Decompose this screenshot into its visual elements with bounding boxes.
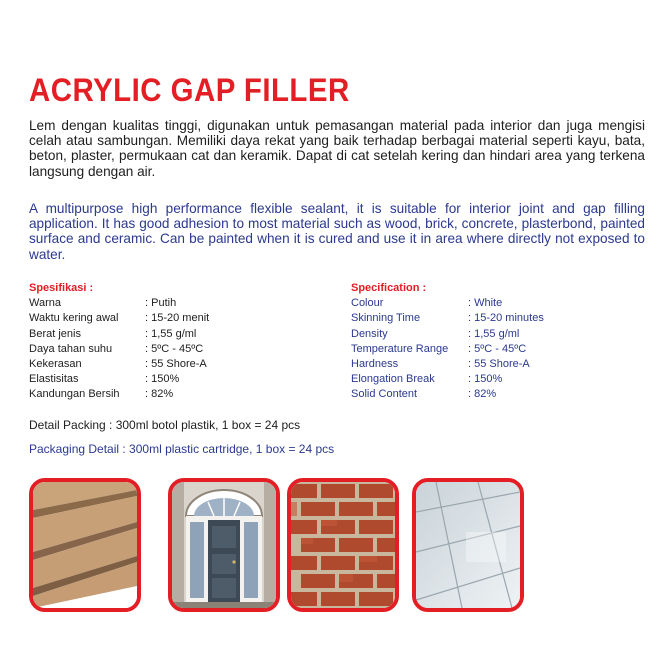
brick-wall-image [287,478,399,612]
spec-key: Temperature Range [351,342,449,355]
spec-table-indonesian [29,281,209,403]
description-english: A multipurpose high performance flexible sealant, it is suitable for interior joint and gap filling application. It has good adhesion to most material such as wood, brick, concrete, plasterbond, painted surface and ceramic. Can be painted when it is cured and use it in area where directly not exposed to water. [29,201,645,262]
spec-row [29,372,209,387]
spec-value: : 82% [468,388,497,401]
spec-key: Kekerasan [29,358,82,371]
spec-value: : 82% [145,388,174,401]
spec-value: : 55 Shore-A [145,358,207,371]
spec-key: Berat jenis [29,327,81,340]
spec-key: Daya tahan suhu [29,342,113,355]
product-title: ACRYLIC GAP FILLER [29,72,350,108]
spec-heading: Specification : [351,282,427,294]
spec-value: : 15-20 minutes [468,312,544,325]
spec-row [29,357,209,372]
ceramic-tile-image [412,478,524,612]
spec-key: Hardness [351,358,399,371]
spec-value: : 150% [145,373,180,386]
door-image [168,478,280,612]
spec-value: : Putih [145,297,177,310]
spec-row [29,311,209,326]
spec-value: : 1,55 g/ml [145,327,197,340]
spec-table-english [351,281,544,403]
spec-row [351,342,544,357]
spec-key: Kandungan Bersih [29,388,120,401]
spec-key: Warna [29,297,61,310]
wood-board-image [29,478,141,612]
packing-detail-indonesian: Detail Packing : 300ml botol plastik, 1 box = 24 pcs [29,418,301,432]
spec-row [29,327,209,342]
spec-key: Skinning Time [351,312,421,325]
spec-row [351,296,544,311]
spec-row [351,327,544,342]
spec-row [351,387,544,402]
spec-row [29,296,209,311]
spec-value: : 5ºC - 45ºC [468,342,527,355]
spec-row [29,342,209,357]
packing-detail-english: Packaging Detail : 300ml plastic cartridge, 1 box = 24 pcs [29,442,335,456]
spec-key: Waktu kering awal [29,312,119,325]
spec-value: : 15-20 menit [145,312,210,325]
spec-row [29,387,209,402]
spec-key: Density [351,327,388,340]
spec-row [351,357,544,372]
spec-key: Elastisitas [29,373,79,386]
spec-value: : 55 Shore-A [468,358,530,371]
spec-value: : 150% [468,373,503,386]
spec-row [351,372,544,387]
spec-value: : 5ºC - 45ºC [145,342,204,355]
spec-heading: Spesifikasi : [29,282,94,294]
spec-row [351,311,544,326]
spec-key: Elongation Break [351,373,435,386]
spec-value: : White [468,297,503,310]
spec-value: : 1,55 g/ml [468,327,520,340]
spec-key: Solid Content [351,388,418,401]
spec-key: Colour [351,297,384,310]
description-indonesian: Lem dengan kualitas tinggi, digunakan untuk pemasangan material pada interior dan juga mengisi celah atau sambungan. Memiliki daya rekat yang baik terhadap berbagai material seperti kayu, bata, beton, plaster, permukaan cat dan keramik. Dapat di cat setelah kering dan hindari area yang terkena langsung dengan air. [29,118,645,179]
